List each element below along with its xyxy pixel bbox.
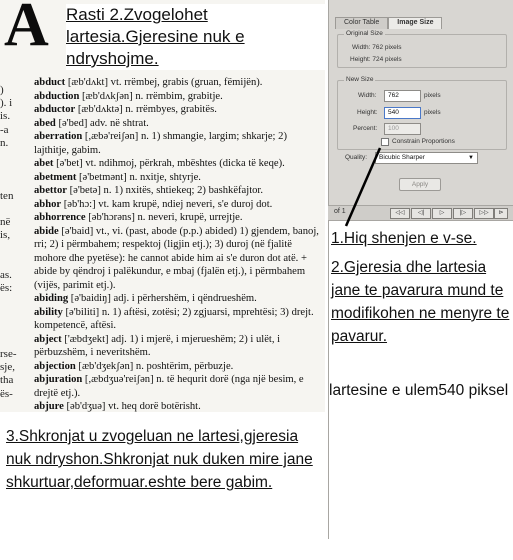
dictionary-headword: abettor bbox=[34, 185, 67, 196]
height-unit: pixels bbox=[424, 109, 441, 116]
dictionary-definition: [ə'betə] n. 1) nxitës, shtiekeq; 2) bashkëfajtor. bbox=[66, 185, 264, 196]
dictionary-definition: [əb'hɔrəns] n. neveri, krupë, urrejtje. bbox=[85, 212, 243, 223]
dictionary-definition: [ə'baid] vt., vi. (past, abode (p.p.) abided) 1) gjendem, banoj, rri; 2) i përmbahem; respektoj (ligjin etj.); 3) duroj (në fjalitë mohore dhe pyetëse): he cannot abide him ai s'e duron dot atë. + abide by qëndroj i palëkundur, e mbaj (fjalën etj.), i përmbahem (vijës, parimit etj.). bbox=[34, 225, 319, 291]
dictionary-entry bbox=[34, 292, 324, 306]
dictionary-entry bbox=[34, 90, 324, 104]
quality-value: Bicubic Sharper bbox=[379, 154, 425, 161]
dictionary-headword: abduct bbox=[34, 77, 66, 88]
annotation-note-2: 2.Gjeresia dhe lartesia jane te pavarura mund te modifikohen ne menyre te pavarur. bbox=[331, 256, 513, 348]
original-size-group bbox=[337, 30, 507, 68]
dictionary-headword: abed bbox=[34, 117, 56, 129]
dictionary-definition: [ə'bet] vt. ndihmoj, përkrah, mbështes (dicka të keqe). bbox=[53, 158, 285, 169]
panel-tabs bbox=[335, 17, 442, 29]
width-unit: pixels bbox=[424, 92, 441, 99]
dictionary-entry bbox=[34, 103, 324, 117]
last-frame-button[interactable]: ▷▷ bbox=[474, 208, 494, 219]
dictionary-entry bbox=[34, 184, 324, 198]
dictionary-entry bbox=[34, 360, 324, 374]
dictionary-gutter: ) ). i is. -a n. ten në is, as. ës: rse- sje, tha ës- bbox=[0, 84, 17, 400]
height-label: Height: bbox=[357, 109, 378, 116]
dictionary-entries bbox=[34, 76, 324, 412]
chevron-down-icon: ▼ bbox=[468, 155, 474, 161]
dictionary-definition: [æb'dʌktə] n. rrëmbyes, grabitës. bbox=[75, 104, 217, 115]
dictionary-entry bbox=[34, 117, 324, 131]
dictionary-definition: [əb'hɔ:] vt. kam krupë, ndiej neveri, s'e duroj dot. bbox=[61, 198, 273, 210]
dictionary-headword: abjection bbox=[34, 360, 76, 372]
dictionary-headword: aberration bbox=[34, 131, 83, 142]
prev-frame-button[interactable]: ◁| bbox=[411, 208, 431, 219]
dictionary-entry bbox=[34, 333, 324, 360]
annotation-note-3: 3.Shkronjat u zvogeluan ne lartesi,gjeresia nuk ndryshon.Shkronjat nuk duken mire jane shkurtuar,deformuar.eshte bere gabim. bbox=[6, 425, 324, 494]
dictionary-entry bbox=[34, 306, 324, 333]
dictionary-definition: [æb'dʒekʃən] n. poshtërim, përbuzje. bbox=[75, 360, 234, 372]
annotation-note-1: 1.Hiq shenjen e v-se. bbox=[331, 227, 513, 250]
dictionary-entry bbox=[34, 76, 324, 90]
dictionary-definition: ['æbdʒekt] adj. 1) i mjerë, i mjerueshëm; 2) i ulët, i përbuzshëm, i neveritshëm. bbox=[34, 333, 281, 358]
dictionary-definition: [ə'biliti] n. 1) aftësi, zotësi; 2) zgjuarsi, mprehtësi; 3) drejt. kompetencë, aftësi. bbox=[34, 306, 314, 331]
dictionary-definition: [æb'dʌkt] vt. rrëmbej, grabis (gruan, fëmijën). bbox=[65, 77, 263, 88]
play-button[interactable]: ▷ bbox=[432, 208, 452, 219]
dictionary-headword: abetment bbox=[34, 171, 77, 183]
original-size-legend: Original Size bbox=[346, 30, 383, 37]
dictionary-headword: abjuration bbox=[34, 374, 83, 385]
dictionary-headword: abject bbox=[34, 333, 62, 345]
constrain-proportions-label: Constrain Proportions bbox=[392, 138, 455, 145]
tab-color-table[interactable]: Color Table bbox=[335, 17, 388, 29]
page-count-label: of 1 bbox=[334, 208, 346, 215]
dictionary-headword: abiding bbox=[34, 293, 69, 304]
original-width-text: Width: 762 pixels bbox=[352, 44, 402, 51]
dictionary-headword: abjure bbox=[34, 401, 64, 412]
annotation-title: Rasti 2.Zvogelohet lartesia.Gjeresine nuk e ndryshojme. bbox=[66, 4, 326, 70]
loop-button[interactable]: ⊳ bbox=[494, 208, 508, 219]
annotation-note-height: lartesine e ulem540 piksel bbox=[329, 380, 513, 401]
dictionary-definition: [ə'betmənt] n. nxitje, shtyrje. bbox=[76, 171, 201, 183]
dictionary-entry bbox=[34, 400, 324, 412]
tab-image-size[interactable]: Image Size bbox=[388, 17, 442, 29]
dictionary-entry bbox=[34, 198, 324, 212]
dictionary-headword: abide bbox=[34, 225, 59, 237]
dictionary-definition: [ə'bed] adv. në shtrat. bbox=[55, 117, 149, 129]
dictionary-definition: [əb'dʒuə] vt. heq dorë botërisht. bbox=[63, 401, 201, 412]
dictionary-headword: ability bbox=[34, 306, 63, 318]
percent-label: Percent: bbox=[353, 125, 378, 132]
dictionary-entry bbox=[34, 225, 324, 293]
height-input[interactable]: 540 bbox=[384, 107, 421, 119]
dictionary-entry bbox=[34, 130, 324, 157]
dictionary-definition: [,æbdʒuə'reiʃən] n. të hequrit dorë (nga një besim, e drejtë etj.). bbox=[34, 374, 304, 399]
dictionary-entry bbox=[34, 171, 324, 185]
original-height-text: Height: 724 pixels bbox=[350, 56, 402, 63]
percent-input[interactable]: 100 bbox=[384, 123, 421, 135]
apply-button[interactable]: Apply bbox=[399, 178, 441, 191]
first-frame-button[interactable]: ◁◁ bbox=[390, 208, 410, 219]
dictionary-headword: abhor bbox=[34, 198, 62, 210]
dictionary-entry bbox=[34, 211, 324, 225]
dictionary-entry bbox=[34, 373, 324, 400]
dictionary-definition: [æb'dʌkʃən] n. rrëmbim, grabitje. bbox=[79, 90, 223, 102]
dictionary-definition: [,æbə'reiʃən] n. 1) shmangie, largim; shkarje; 2) lajthitje, gabim. bbox=[34, 131, 287, 156]
dictionary-headword: abduction bbox=[34, 90, 80, 102]
dictionary-headword: abhorrence bbox=[34, 212, 86, 223]
next-frame-button[interactable]: |▷ bbox=[453, 208, 473, 219]
annotation-arrow-icon bbox=[340, 142, 400, 232]
width-label: Width: bbox=[358, 92, 377, 99]
width-input[interactable]: 762 bbox=[384, 90, 421, 102]
dictionary-entry bbox=[34, 157, 324, 171]
new-size-legend: New Size bbox=[346, 76, 374, 83]
dictionary-letter: A bbox=[4, 0, 49, 59]
quality-label: Quality: bbox=[345, 154, 368, 161]
dictionary-headword: abet bbox=[34, 158, 54, 169]
dictionary-definition: [ə'baidiŋ] adj. i përhershëm, i qëndrueshëm. bbox=[68, 293, 257, 304]
new-size-group bbox=[337, 76, 507, 150]
dictionary-headword: abductor bbox=[34, 104, 76, 115]
